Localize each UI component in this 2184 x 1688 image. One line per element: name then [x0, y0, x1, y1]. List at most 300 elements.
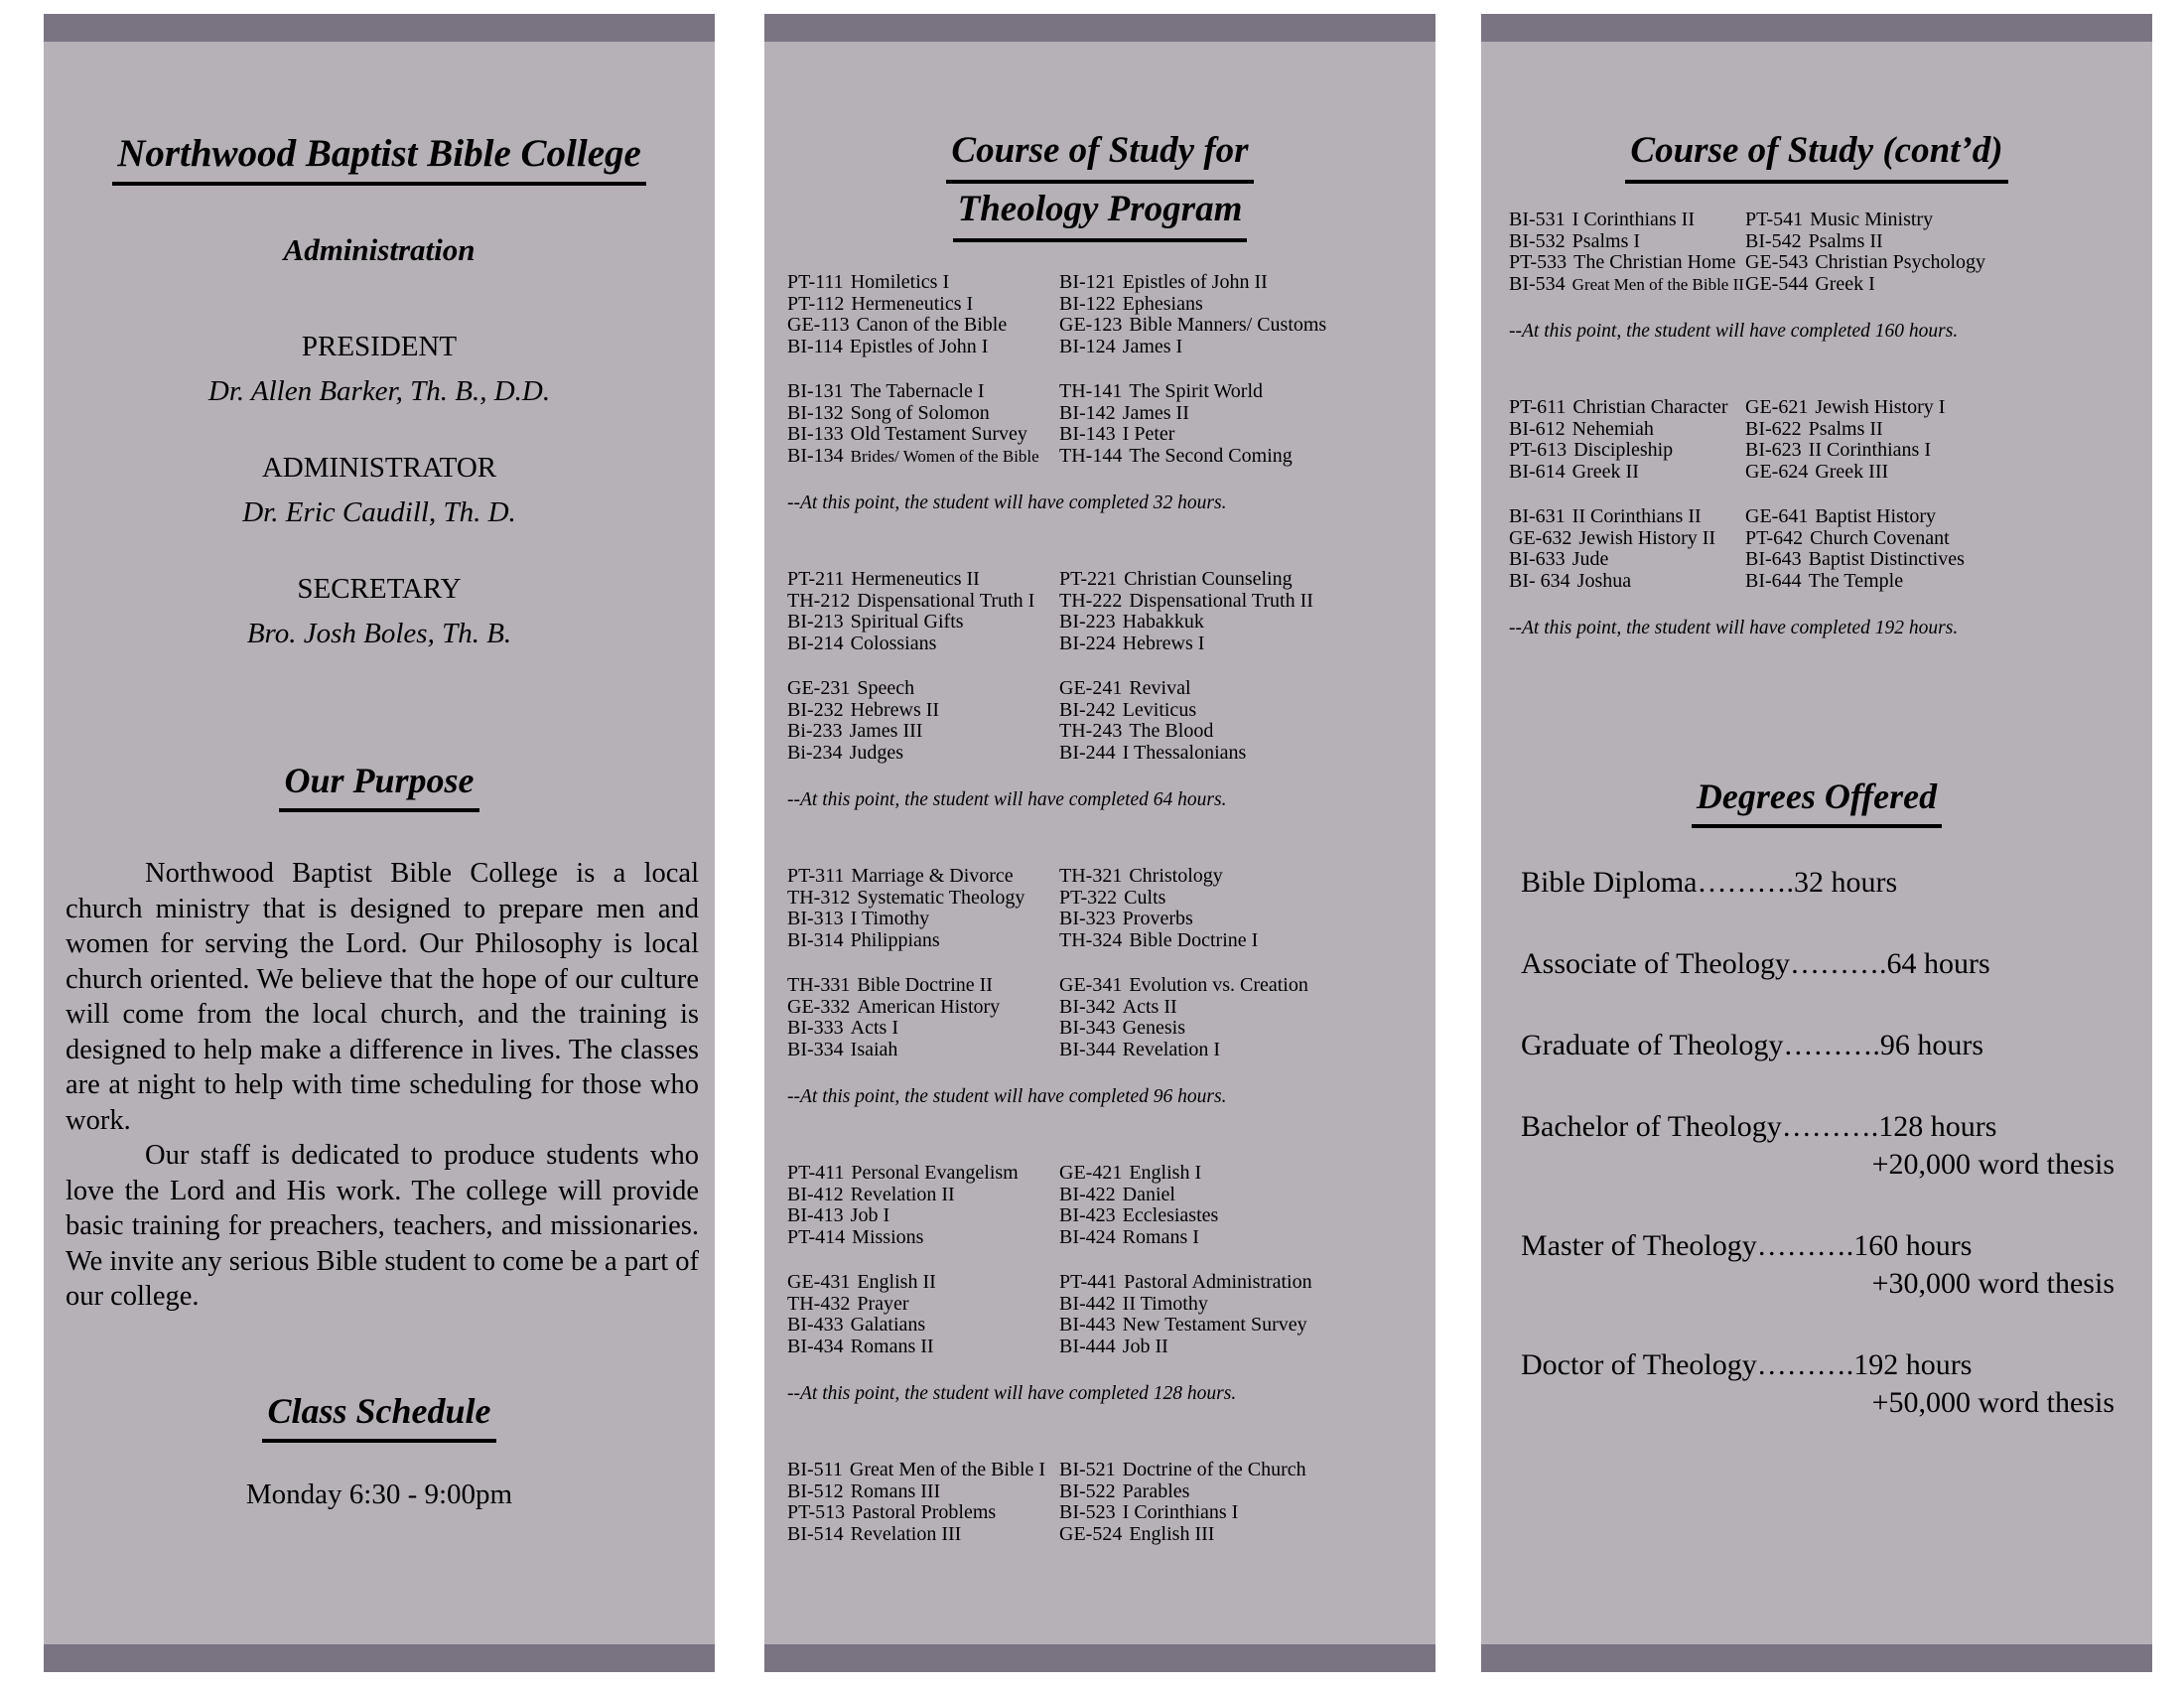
course-row: [1481, 210, 2152, 231]
course-cell-left: [787, 721, 1059, 743]
course-cell-right: [1059, 678, 1435, 700]
course-block: [764, 678, 1435, 764]
course-title: Speech: [857, 677, 915, 699]
course-cell-right: [1745, 571, 2152, 593]
course-cell-right: [1745, 528, 2152, 550]
course-title: Psalms II: [1808, 229, 1883, 252]
course-code: GE-624: [1745, 460, 1809, 483]
course-code: BI-633: [1509, 548, 1566, 570]
panel-top-bar: [44, 14, 715, 42]
course-cell-right: [1745, 549, 2152, 571]
officer-entry: [44, 567, 715, 656]
course-code: GE-231: [787, 677, 851, 699]
course-title: Pastoral Administration: [1124, 1271, 1312, 1293]
course-code: BI-313: [787, 908, 844, 929]
course-cell-left: [787, 569, 1059, 591]
course-title: Greek III: [1815, 460, 1889, 483]
course-cell-left: [787, 1481, 1059, 1503]
course-cell-right: [1059, 1524, 1435, 1546]
course-code: BI-133: [787, 423, 844, 445]
course-cell-right: [1059, 569, 1435, 591]
course-cell-left: [787, 1205, 1059, 1227]
course-row: [1481, 549, 2152, 571]
course-code: TH-141: [1059, 380, 1123, 402]
course-row: [764, 909, 1435, 930]
course-cell-right: [1059, 1272, 1435, 1294]
course-code: BI-232: [787, 698, 844, 721]
degree-entry: [1481, 1027, 2152, 1064]
course-code: PT-311: [787, 865, 845, 887]
course-code: BI-242: [1059, 698, 1116, 721]
course-code: BI- 634: [1509, 569, 1570, 592]
course-cell-left: [787, 866, 1059, 888]
course-title: I Timothy: [850, 908, 930, 929]
course-row: [1481, 506, 2152, 528]
course-code: BI-131: [787, 380, 844, 402]
course-row: [764, 1272, 1435, 1294]
course-code: BI-531: [1509, 209, 1566, 230]
course-cell-left: [1509, 274, 1745, 296]
course-title: Prayer: [857, 1292, 909, 1315]
course-title: Hermeneutics I: [851, 292, 974, 315]
completion-note: --At this point, the student will have completed 96 hours.: [787, 1086, 1227, 1107]
course-code: BI-622: [1745, 417, 1802, 440]
panel-bottom-bar: [764, 1644, 1435, 1672]
course-code: BI-143: [1059, 423, 1116, 445]
course-cell-left: [787, 1460, 1059, 1481]
course-title: Homiletics I: [850, 271, 950, 293]
course-row: [1481, 440, 2152, 462]
course-code: PT-613: [1509, 439, 1568, 461]
course-title: Jewish History I: [1815, 396, 1946, 418]
course-code: BI-314: [787, 928, 844, 951]
course-title: I Corinthians I: [1122, 1501, 1239, 1523]
course-title: James I: [1122, 335, 1183, 357]
course-title: Joshua: [1576, 569, 1632, 592]
course-title: Greek II: [1571, 460, 1639, 483]
course-code: GE-332: [787, 995, 851, 1018]
course-title: Doctrine of the Church: [1122, 1459, 1306, 1480]
course-cell-right: [1745, 231, 2152, 253]
college-title: [52, 129, 707, 186]
course-contd-title: [1481, 125, 2152, 184]
course-cell-right: [1059, 591, 1435, 613]
course-cell-right: [1059, 700, 1435, 722]
completion-note: --At this point, the student will have completed 32 hours.: [787, 492, 1227, 513]
course-title: Colossians: [850, 632, 937, 654]
completion-note: --At this point, the student will have completed 192 hours.: [1509, 618, 1959, 638]
course-cell-right: [1059, 424, 1435, 446]
course-code: BI-522: [1059, 1479, 1116, 1502]
course-cell-right: [1059, 612, 1435, 633]
course-title: Jewish History II: [1578, 526, 1716, 549]
degree-entry: [1481, 1346, 2152, 1422]
course-cell-right: [1059, 633, 1435, 655]
course-cell-right: [1059, 721, 1435, 743]
course-title: Judges: [849, 741, 904, 764]
course-title: Job I: [850, 1204, 890, 1226]
course-title: English II: [857, 1271, 936, 1293]
course-cell-right: [1059, 866, 1435, 888]
course-of-study-title: [764, 125, 1435, 242]
course-code: GE-632: [1509, 526, 1572, 549]
course-title: I Thessalonians: [1122, 741, 1247, 764]
degrees-offered-heading-text: Degrees Offered: [1692, 772, 1942, 828]
degrees-offered-heading: [1481, 772, 2152, 828]
course-row: [1481, 252, 2152, 274]
course-cell-right: [1059, 272, 1435, 294]
course-title: Epistles of John II: [1122, 271, 1268, 293]
course-row: [764, 721, 1435, 743]
course-title: Dispensational Truth I: [857, 589, 1035, 612]
course-title: New Testament Survey: [1122, 1314, 1307, 1336]
course-title: Romans I: [1122, 1225, 1199, 1248]
course-title: Nehemiah: [1571, 417, 1654, 440]
course-code: BI-443: [1059, 1314, 1116, 1336]
course-cell-left: [787, 743, 1059, 765]
course-cell-right: [1059, 337, 1435, 358]
course-title: I Corinthians II: [1571, 209, 1695, 230]
completion-note: --At this point, the student will have completed 64 hours.: [787, 789, 1227, 810]
course-row: [764, 403, 1435, 425]
course-title: Genesis: [1122, 1017, 1185, 1039]
course-row: [764, 1315, 1435, 1336]
course-title: Brides/ Women of the Bible: [850, 446, 1039, 466]
course-cell-right: [1059, 1294, 1435, 1316]
course-cell-left: [1509, 462, 1745, 484]
course-code: BI-344: [1059, 1038, 1116, 1060]
course-title: Old Testament Survey: [850, 423, 1027, 445]
course-code: BI-532: [1509, 229, 1566, 252]
course-title: Ecclesiastes: [1122, 1204, 1219, 1226]
course-title: English III: [1129, 1522, 1215, 1545]
course-code: GE-431: [787, 1271, 851, 1293]
course-row: [764, 612, 1435, 633]
course-title: Jude: [1571, 548, 1609, 570]
course-title: American History: [857, 995, 1001, 1018]
course-cell-right: [1745, 419, 2152, 441]
course-code: BI-121: [1059, 271, 1116, 293]
course-title: Dispensational Truth II: [1129, 589, 1313, 612]
course-cell-left: [1509, 571, 1745, 593]
course-cell-left: [1509, 397, 1745, 419]
course-row: [764, 866, 1435, 888]
course-title: Hebrews I: [1122, 632, 1205, 654]
course-title: Acts II: [1122, 995, 1177, 1018]
course-cell-right: [1059, 1460, 1435, 1481]
course-cell-left: [1509, 440, 1745, 462]
purpose-heading: [44, 756, 715, 812]
course-block: [1481, 210, 2152, 295]
course-title: Habakkuk: [1122, 611, 1204, 633]
course-code: TH-222: [1059, 589, 1123, 612]
panel-bottom-bar: [44, 1644, 715, 1672]
course-code: BI-534: [1509, 272, 1566, 295]
course-title: Bible Doctrine I: [1129, 928, 1259, 951]
course-title: The Spirit World: [1129, 380, 1264, 402]
course-code: BI-223: [1059, 611, 1116, 633]
course-row: [764, 1460, 1435, 1481]
course-row: [764, 1481, 1435, 1503]
completion-note: --At this point, the student will have completed 128 hours.: [787, 1383, 1237, 1404]
course-row: [764, 930, 1435, 952]
course-of-study-title-line2: Theology Program: [953, 184, 1248, 242]
course-cell-left: [787, 1227, 1059, 1249]
course-code: BI-342: [1059, 995, 1116, 1018]
course-code: BI-323: [1059, 908, 1116, 929]
course-code: GE-421: [1059, 1162, 1123, 1184]
course-code: BI-122: [1059, 292, 1116, 315]
course-title: Pastoral Problems: [852, 1501, 997, 1523]
course-cell-left: [787, 888, 1059, 910]
course-code: TH-243: [1059, 720, 1123, 742]
course-row: [764, 272, 1435, 294]
course-cell-right: [1059, 743, 1435, 765]
course-row: [764, 678, 1435, 700]
course-code: BI-423: [1059, 1204, 1116, 1226]
degree-line: Master of Theology……….160 hours: [1521, 1229, 1973, 1262]
degree-line: Associate of Theology……….64 hours: [1521, 947, 1990, 980]
course-cell-right: [1745, 506, 2152, 528]
course-code: PT-441: [1059, 1271, 1118, 1293]
course-cell-left: [787, 1272, 1059, 1294]
course-cell-left: [787, 1502, 1059, 1524]
course-cell-left: [787, 1524, 1059, 1546]
course-row: [764, 888, 1435, 910]
course-code: BI-643: [1745, 548, 1802, 570]
course-code: PT-111: [787, 271, 844, 293]
panel-top-bar: [764, 14, 1435, 42]
course-title: II Timothy: [1122, 1292, 1208, 1315]
officer-role: PRESIDENT: [301, 331, 458, 362]
course-code: GE-241: [1059, 677, 1123, 699]
degree-entry: [1481, 1108, 2152, 1184]
course-code: TH-324: [1059, 928, 1123, 951]
degrees-list: [1481, 864, 2152, 1422]
course-cell-right: [1059, 1481, 1435, 1503]
course-code: TH-432: [787, 1292, 851, 1315]
course-title: Epistles of John I: [849, 335, 989, 357]
course-cell-left: [787, 997, 1059, 1019]
course-cell-left: [787, 272, 1059, 294]
course-code: GE-113: [787, 314, 850, 336]
course-row: [764, 633, 1435, 655]
course-cell-right: [1059, 381, 1435, 403]
course-code: GE-341: [1059, 974, 1123, 996]
course-code: PT-322: [1059, 886, 1118, 909]
course-row: [764, 1040, 1435, 1061]
course-title: Revelation II: [850, 1183, 955, 1205]
course-cell-left: [787, 909, 1059, 930]
course-title: Revelation I: [1122, 1038, 1220, 1060]
purpose-paragraph: Our staff is dedicated to produce students who love the Lord and His work. The college will provide basic training for preachers, teachers, and missionaries. We invite any serious Bible student to come be a part of our college.: [66, 1140, 699, 1312]
course-code: BI-521: [1059, 1459, 1116, 1480]
course-title: Evolution vs. Creation: [1129, 974, 1308, 996]
course-cell-right: [1059, 1315, 1435, 1336]
course-row: [764, 975, 1435, 997]
course-cell-right: [1059, 1502, 1435, 1524]
officer-name: Dr. Eric Caudill, Th. D.: [242, 496, 516, 528]
course-code: BI-132: [787, 401, 844, 424]
course-block: [764, 569, 1435, 654]
course-code: BI-343: [1059, 1017, 1116, 1039]
course-code: BI-334: [787, 1038, 844, 1060]
course-code: PT-541: [1745, 209, 1804, 230]
course-cell-left: [787, 591, 1059, 613]
course-block: [764, 1163, 1435, 1248]
course-title: Bible Manners/ Customs: [1129, 314, 1327, 336]
course-code: GE-524: [1059, 1522, 1123, 1545]
course-row: [1481, 571, 2152, 593]
course-title: Baptist Distinctives: [1808, 548, 1965, 570]
course-title: Baptist History: [1815, 505, 1936, 527]
course-title: II Corinthians I: [1808, 439, 1931, 461]
course-cell-right: [1059, 1163, 1435, 1185]
course-cell-right: [1059, 446, 1435, 468]
course-block: [1481, 397, 2152, 483]
course-cell-left: [787, 1018, 1059, 1040]
course-title: Proverbs: [1122, 908, 1193, 929]
course-code: BI-444: [1059, 1335, 1116, 1357]
course-title: Cults: [1124, 886, 1166, 909]
course-cell-right: [1059, 975, 1435, 997]
course-title: The Christian Home: [1573, 251, 1736, 273]
course-row: [764, 1524, 1435, 1546]
course-cell-right: [1059, 1018, 1435, 1040]
purpose-paragraph: Northwood Baptist Bible College is a local church ministry that is designed to prepare men and women for serving the Lord. Our Philosophy is local church oriented. We believe that the hope of our culture will come from the local church, and the training is designed to help make a difference in lives. The classes are at night to help with time scheduling for those who work.: [66, 858, 699, 1136]
course-title: Psalms I: [1571, 229, 1641, 252]
course-title: Systematic Theology: [857, 886, 1025, 909]
course-cell-left: [787, 975, 1059, 997]
course-cell-left: [787, 612, 1059, 633]
course-cell-left: [787, 424, 1059, 446]
course-list: [1481, 210, 2152, 638]
course-code: TH-321: [1059, 865, 1123, 887]
panel-bottom-bar: [1481, 1644, 2152, 1672]
course-cell-right: [1059, 997, 1435, 1019]
course-contd-title-text: Course of Study (cont’d): [1625, 125, 2007, 184]
administration-heading: Administration: [283, 232, 476, 267]
course-cell-left: [787, 1336, 1059, 1358]
degree-entry: [1481, 1227, 2152, 1303]
course-code: BI-412: [787, 1183, 844, 1205]
course-title: Church Covenant: [1810, 526, 1950, 549]
degree-thesis: +30,000 word thesis: [1871, 1267, 2115, 1300]
course-code: BI-424: [1059, 1225, 1116, 1248]
course-code: TH-312: [787, 886, 851, 909]
course-title: Song of Solomon: [850, 401, 990, 424]
course-code: TH-212: [787, 589, 851, 612]
course-code: BI-511: [787, 1459, 843, 1480]
degree-line: Bible Diploma……….32 hours: [1521, 866, 1898, 899]
course-row: [764, 1163, 1435, 1185]
course-block: [764, 381, 1435, 467]
course-title: Great Men of the Bible I: [849, 1459, 1046, 1480]
course-row: [764, 569, 1435, 591]
officer-role: SECRETARY: [297, 573, 462, 605]
course-code: BI-512: [787, 1479, 844, 1502]
course-title: Canon of the Bible: [856, 314, 1008, 336]
course-title: Greek I: [1815, 272, 1875, 295]
course-row: [1481, 419, 2152, 441]
course-title: Galatians: [850, 1314, 926, 1336]
course-title: Christology: [1129, 865, 1223, 887]
course-code: BI-134: [787, 444, 844, 467]
course-cell-right: [1059, 1205, 1435, 1227]
course-title: Ephesians: [1122, 292, 1203, 315]
degree-entry: [1481, 945, 2152, 983]
class-schedule-time: Monday 6:30 - 9:00pm: [245, 1477, 513, 1510]
course-code: BI-214: [787, 632, 844, 654]
course-cell-left: [1509, 252, 1745, 274]
course-title: Hebrews II: [850, 698, 940, 721]
course-row: [764, 1294, 1435, 1316]
course-cell-right: [1059, 315, 1435, 337]
course-cell-left: [1509, 419, 1745, 441]
course-code: PT-414: [787, 1225, 846, 1248]
purpose-heading-text: Our Purpose: [279, 756, 478, 812]
course-title: Personal Evangelism: [851, 1162, 1019, 1184]
course-code: BI-612: [1509, 417, 1566, 440]
course-title: Marriage & Divorce: [851, 865, 1014, 887]
course-code: PT-411: [787, 1162, 845, 1184]
course-cell-right: [1059, 930, 1435, 952]
course-code: PT-211: [787, 568, 845, 590]
degree-thesis: +20,000 word thesis: [1871, 1148, 2115, 1181]
course-code: PT-513: [787, 1501, 846, 1523]
degree-thesis: +50,000 word thesis: [1871, 1386, 2115, 1419]
course-row: [1481, 231, 2152, 253]
course-cell-left: [787, 403, 1059, 425]
course-title: The Temple: [1808, 569, 1904, 592]
course-row: [1481, 397, 2152, 419]
course-title: Romans II: [850, 1335, 934, 1357]
course-cell-left: [787, 633, 1059, 655]
course-title: Psalms II: [1808, 417, 1883, 440]
course-cell-right: [1745, 274, 2152, 296]
course-code: GE-543: [1745, 251, 1809, 273]
course-cell-left: [1509, 506, 1745, 528]
course-cell-right: [1059, 1336, 1435, 1358]
course-cell-left: [787, 1185, 1059, 1206]
course-code: GE-123: [1059, 314, 1123, 336]
course-cell-right: [1059, 909, 1435, 930]
course-cell-left: [787, 294, 1059, 316]
course-cell-right: [1745, 462, 2152, 484]
course-code: BI-514: [787, 1522, 844, 1545]
course-cell-right: [1059, 888, 1435, 910]
course-title: Isaiah: [850, 1038, 898, 1060]
officer-entry: [44, 325, 715, 414]
course-title: Leviticus: [1122, 698, 1197, 721]
course-cell-left: [787, 678, 1059, 700]
course-code: Bi-234: [787, 741, 843, 764]
panel-top-bar: [1481, 14, 2152, 42]
course-cell-left: [787, 1040, 1059, 1061]
course-title: English I: [1129, 1162, 1202, 1184]
panel-course-contd-body: [1481, 42, 2152, 1644]
course-of-study-title-line1: Course of Study for: [946, 125, 1253, 184]
course-code: BI-523: [1059, 1501, 1116, 1523]
course-cell-left: [787, 700, 1059, 722]
course-title: Discipleship: [1573, 439, 1674, 461]
course-code: BI-542: [1745, 229, 1802, 252]
course-cell-left: [787, 1294, 1059, 1316]
course-row: [764, 446, 1435, 468]
course-code: BI-644: [1745, 569, 1802, 592]
course-title: Daniel: [1122, 1183, 1175, 1205]
course-cell-left: [787, 381, 1059, 403]
